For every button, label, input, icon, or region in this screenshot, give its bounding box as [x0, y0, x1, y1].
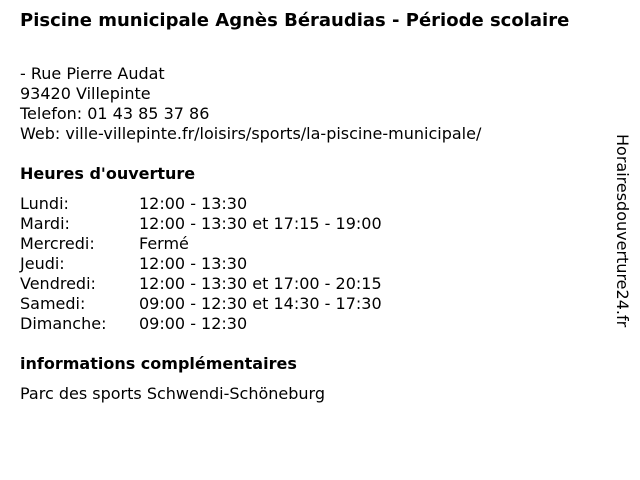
address-block: [20, 64, 481, 144]
hours-row-friday: [20, 274, 382, 294]
time-value: 12:00 - 13:30: [139, 254, 248, 273]
day-label: Vendredi:: [20, 274, 96, 293]
hours-row-monday: [20, 194, 382, 214]
phone-number: Telefon: 01 43 85 37 86: [20, 104, 210, 123]
opening-hours-table: [20, 194, 382, 334]
day-label: Samedi:: [20, 294, 86, 313]
website-link[interactable]: Web: ville-villepinte.fr/loisirs/sports/la-piscine-municipale/: [20, 124, 482, 143]
additional-info-text: Parc des sports Schwendi-Schöneburg: [20, 384, 325, 403]
hours-row-sunday: [20, 314, 382, 334]
opening-hours-heading: Heures d'ouverture: [20, 164, 196, 183]
time-value: 09:00 - 12:30: [139, 314, 248, 333]
hours-row-wednesday: [20, 234, 382, 254]
time-value: 12:00 - 13:30 et 17:00 - 20:15: [139, 274, 382, 293]
street-address: - Rue Pierre Audat: [20, 64, 165, 83]
hours-row-tuesday: [20, 214, 382, 234]
hours-row-saturday: [20, 294, 382, 314]
site-brand-text: Horairesdouverture24.fr: [613, 134, 632, 328]
time-value: 12:00 - 13:30 et 17:15 - 19:00: [139, 214, 382, 233]
time-value: Fermé: [139, 234, 189, 253]
time-value: 09:00 - 12:30 et 14:30 - 17:30: [139, 294, 382, 313]
day-label: Mercredi:: [20, 234, 95, 253]
page-title: Piscine municipale Agnès Béraudias - Période scolaire: [20, 10, 570, 31]
day-label: Lundi:: [20, 194, 69, 213]
day-label: Mardi:: [20, 214, 70, 233]
day-label: Jeudi:: [20, 254, 65, 273]
hours-row-thursday: [20, 254, 382, 274]
time-value: 12:00 - 13:30: [139, 194, 248, 213]
additional-info-heading: informations complémentaires: [20, 354, 297, 373]
day-label: Dimanche:: [20, 314, 107, 333]
city-address: 93420 Villepinte: [20, 84, 151, 103]
